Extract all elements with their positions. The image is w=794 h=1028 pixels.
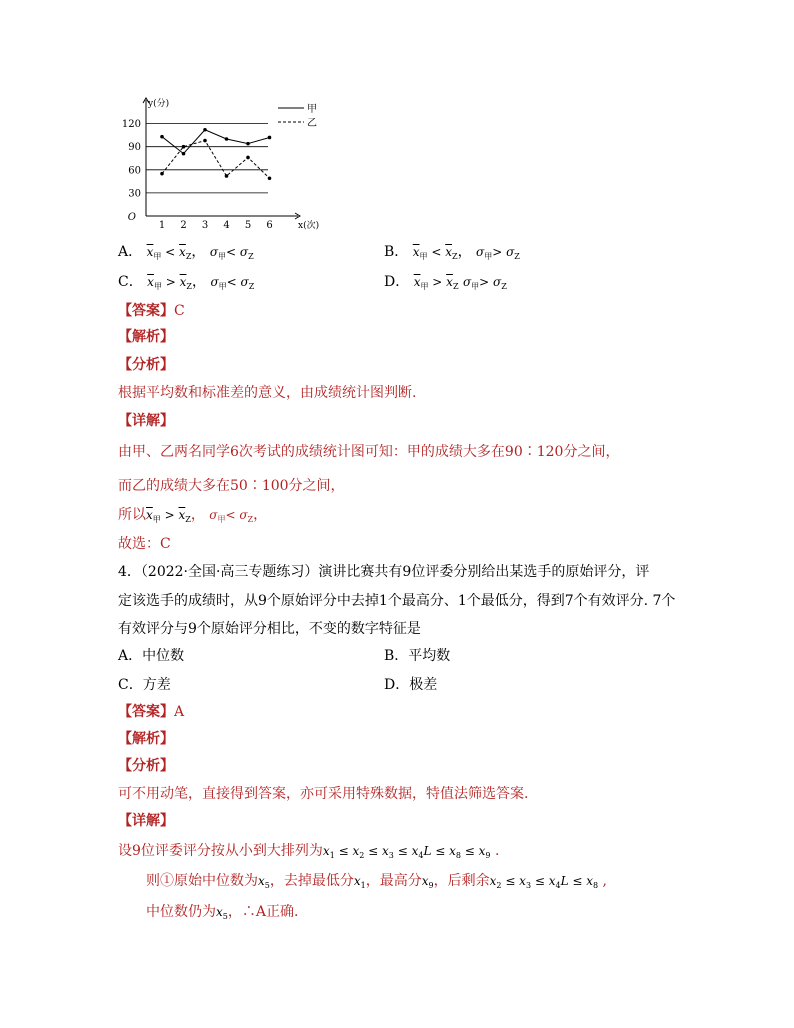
q3-option-b: B． $\overline{x}_甲 < \overline{x}_Z$， $\sigma_甲> \sigma_Z$ (384, 244, 520, 261)
legend-label: 乙 (307, 118, 317, 129)
y-axis-label: y(分) (148, 99, 170, 109)
y-tick-label: 120 (121, 119, 141, 131)
y-tick-label: 60 (128, 165, 141, 177)
q3-analysis-tag: 【解析】 (118, 329, 174, 345)
q3-option-c: C． $\overline{x}_甲 > \overline{x}_Z$， $\sigma_甲< \sigma_Z$ (118, 274, 255, 291)
series-line-1 (162, 130, 270, 154)
q4-answer: 【答案】A (118, 704, 185, 720)
data-point (225, 137, 229, 141)
q3-detail-line3: 所以$\overline{x}_甲 > \overline{x}_Z$， $\sigma_甲< \sigma_Z$， (118, 507, 268, 524)
q3-detail-line1: 由甲、乙两名同学6次考试的成绩统计图可知：甲的成绩大多在90∶120分之间， (118, 444, 620, 460)
q4-analysis-tag: 【解析】 (118, 731, 174, 747)
x-tick-label: 3 (201, 220, 209, 230)
q4-detail-line3: 中位数仍为$x_5$，∴A正确. (146, 904, 299, 921)
q4-fenxi-tag: 【分析】 (118, 758, 174, 774)
q4-stem-line2: 定该选手的成绩时，从9个原始评分中去掉1个最高分、1个最低分，得到7个有效评分. 7个 (118, 593, 676, 609)
data-point (268, 136, 272, 140)
x-tick-label: 6 (266, 220, 273, 230)
y-tick-label: 30 (128, 188, 141, 200)
q3-fenxi-text: 根据平均数和标准差的意义，由成绩统计图判断. (118, 385, 417, 401)
data-point (246, 142, 250, 146)
x-tick-label: 1 (158, 220, 166, 230)
data-point (203, 128, 207, 132)
q4-detail-tag: 【详解】 (118, 813, 174, 829)
origin-label: O (127, 212, 136, 223)
data-point (182, 152, 186, 156)
q4-option-a: A．中位数 (118, 648, 185, 664)
data-point (225, 174, 229, 178)
data-point (268, 176, 272, 180)
q3-answer: 【答案】C (118, 303, 185, 319)
q4-stem-line1: 4．（2022·全国·高三专题练习）演讲比赛共有9位评委分别给出某选手的原始评分，评 (118, 564, 650, 580)
q4-option-c: C．方差 (118, 677, 171, 693)
data-point (160, 135, 164, 139)
data-point (182, 145, 186, 149)
score-line-chart (118, 96, 340, 230)
q4-fenxi-text: 可不用动笔，直接得到答案，亦可采用特殊数据，特值法筛选答案. (118, 786, 529, 802)
x-tick-label: 4 (223, 220, 230, 230)
x-tick-label: 2 (180, 220, 187, 230)
q3-conclusion: 故选：C (118, 536, 171, 552)
data-point (246, 156, 250, 160)
x-axis-label: x(次) (298, 221, 320, 230)
q4-stem-line3: 有效评分与9个原始评分相比，不变的数字特征是 (118, 621, 421, 637)
q4-option-d: D．极差 (384, 677, 438, 693)
q3-detail-line2: 而乙的成绩大多在50∶100分之间， (118, 478, 345, 494)
q3-fenxi-tag: 【分析】 (118, 357, 174, 373)
q4-detail-line2: 则①原始中位数为$x_5$，去掉最低分$x_1$，最高分$x_9$，后剩余$x_2 \le x_3 \le x_4L \le x_8$ , (146, 873, 608, 890)
q3-option-a: A． $\overline{x}_甲 < \overline{x}_Z$， $\sigma_甲< \sigma_Z$ (118, 244, 254, 261)
q4-detail-line1: 设9位评委评分按从小到大排列为$x_1 \le x_2 \le x_3 \le x_4L \le x_8 \le x_9$ . (118, 843, 500, 860)
data-point (160, 172, 164, 176)
data-point (203, 139, 207, 143)
series-line-2 (162, 141, 270, 179)
y-tick-label: 90 (128, 142, 141, 154)
q3-detail-tag: 【详解】 (118, 413, 174, 429)
q4-option-b: B．平均数 (384, 648, 451, 664)
q3-option-d: D． $\overline{x}_甲 > \overline{x}_Z$ $\sigma_甲> \sigma_Z$ (384, 274, 507, 291)
x-tick-label: 5 (244, 220, 252, 230)
legend-label: 甲 (307, 104, 317, 115)
